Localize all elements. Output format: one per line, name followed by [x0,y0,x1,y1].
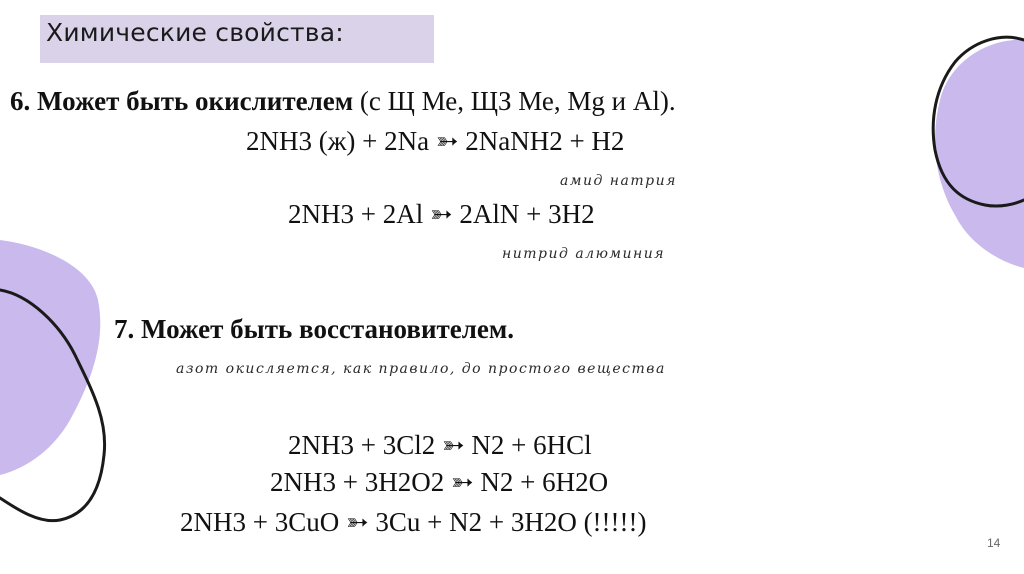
equation-copper-oxide: 2NH3 + 3CuO ➳ 3Cu + N2 + 3H2O (!!!!!) [180,507,647,537]
left-lavender-blob [0,240,100,475]
note-aluminium-nitride: нитрид алюминия [502,246,666,262]
note-nitrogen-oxidation: азот окисляется, как правило, до простого вещества [176,361,666,377]
equation-aluminium-nitride: 2NH3 + 2Al ➳ 2AlN + 3H2 [288,199,595,229]
section6-heading-bold: 6. Может быть окислителем [10,86,354,116]
equation-sodium-amide: 2NH3 (ж) + 2Na ➳ 2NaNH2 + H2 [246,126,625,156]
equation-chlorine: 2NH3 + 3Cl2 ➳ N2 + 6HCl [288,430,592,460]
note-sodium-amide: амид натрия [560,173,677,189]
section6-heading [10,86,676,117]
slide-title: Химические свойства: [46,18,344,47]
section7-heading: 7. Может быть восстановителем. [114,314,515,344]
equation-hydrogen-peroxide: 2NH3 + 3H2O2 ➳ N2 + 6H2O [270,467,609,497]
page-number: 14 [987,536,1001,550]
section6-heading-rest: (с Щ Ме, ЩЗ Ме, Mg и Al). [353,86,676,116]
